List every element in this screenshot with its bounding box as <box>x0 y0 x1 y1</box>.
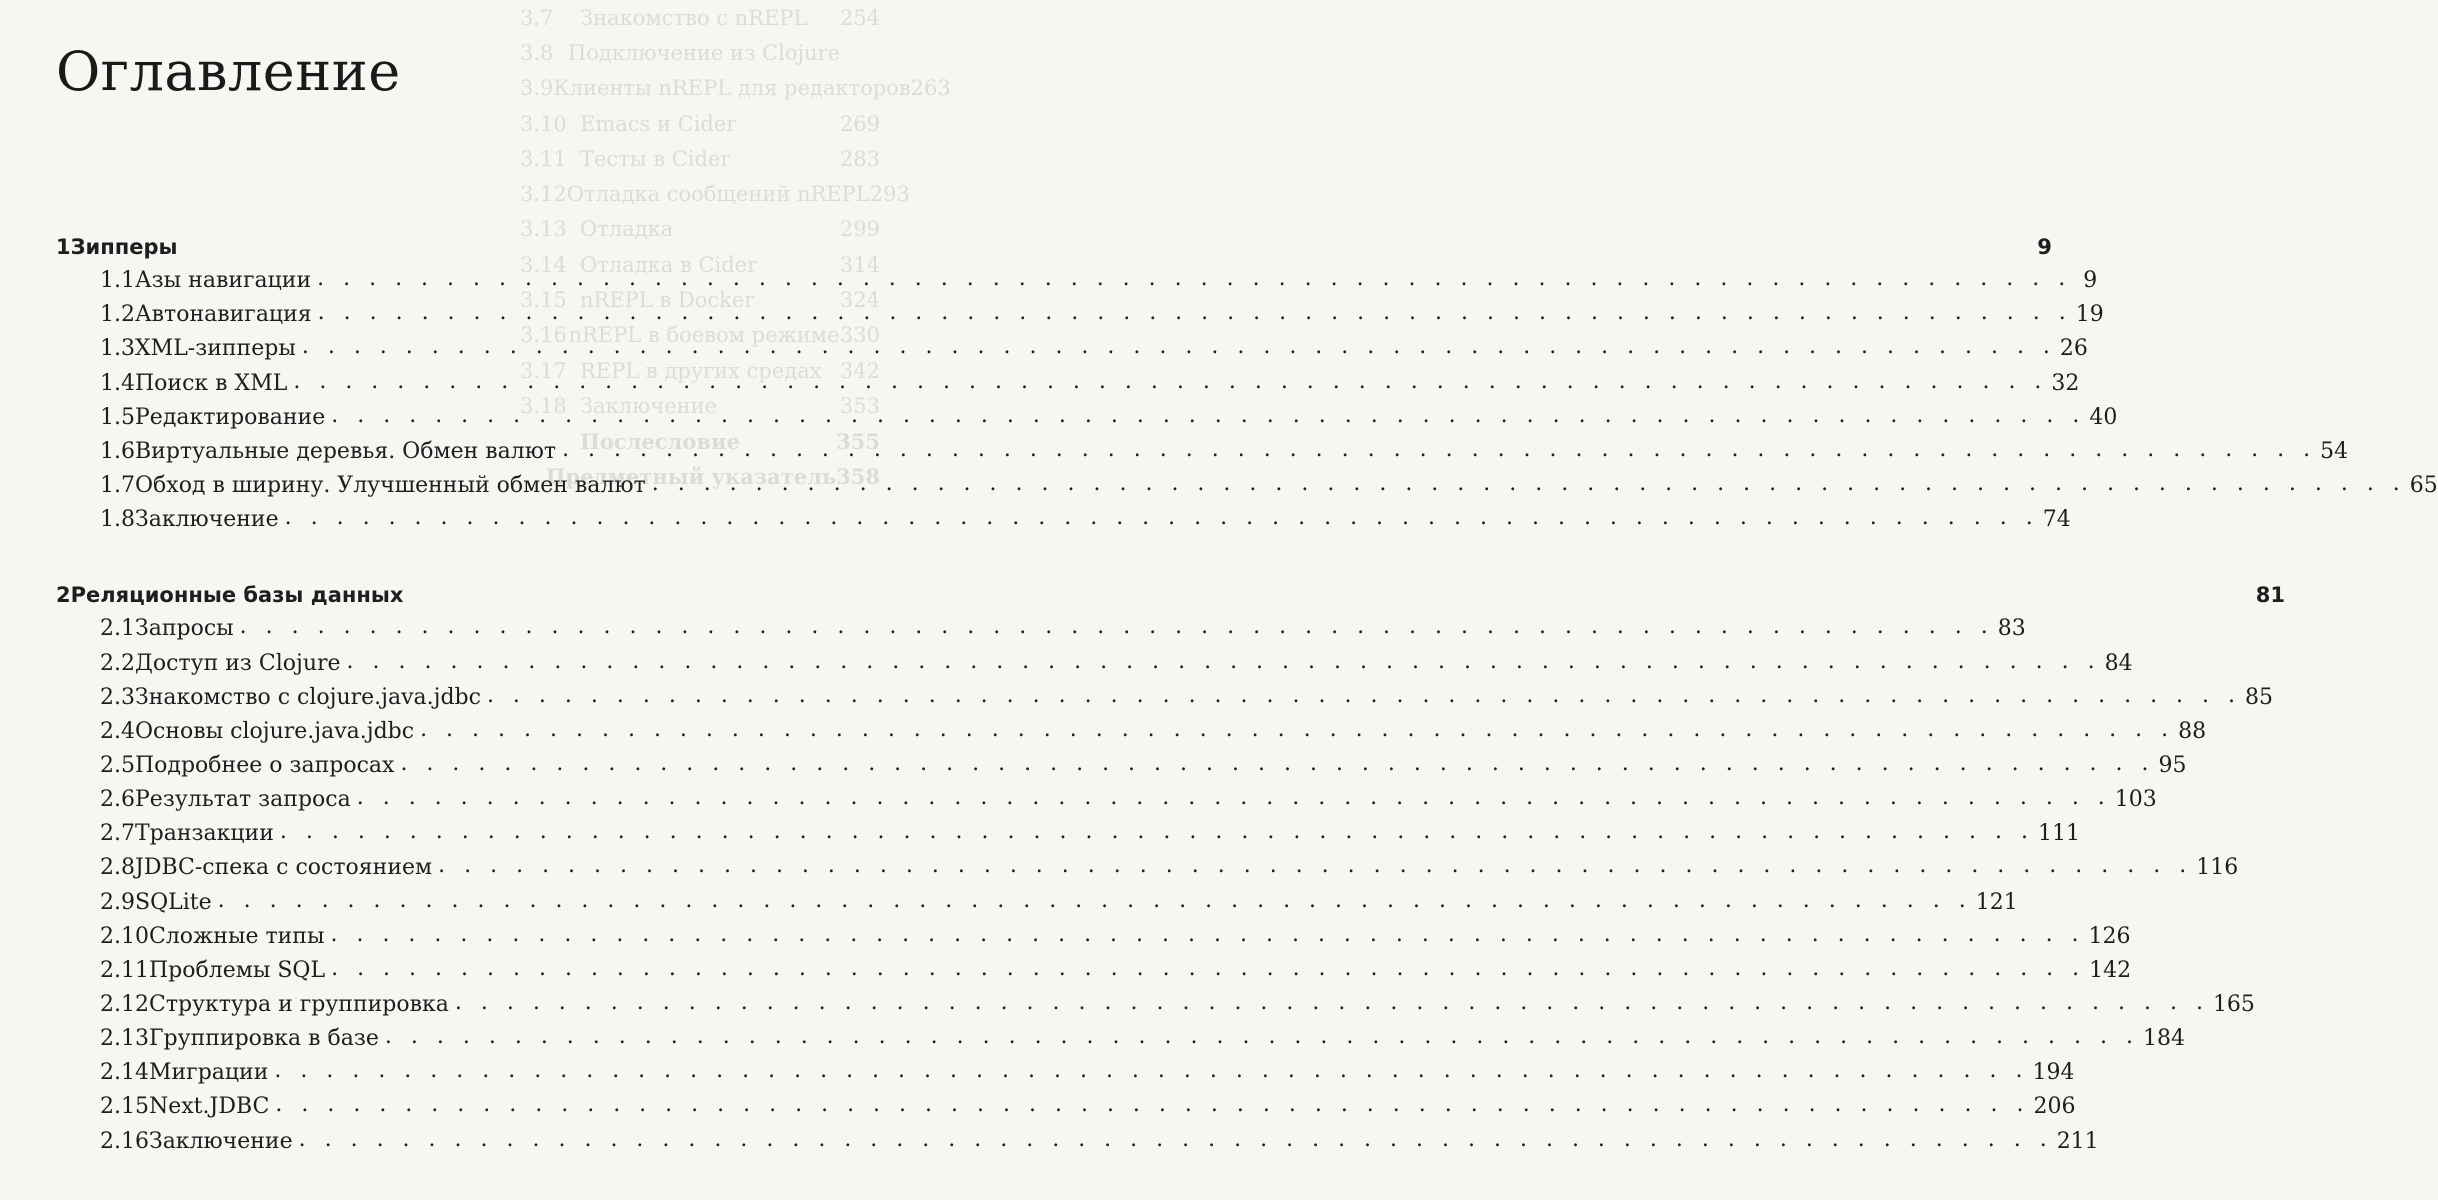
section-page-number: 88 <box>2178 718 2207 744</box>
bleed-through-number: 3.14 <box>520 252 567 277</box>
section-number: 1.8 <box>100 507 135 533</box>
bleed-through-title: Подключение из Clojure <box>567 40 841 65</box>
bleed-through-title: Emacs и Cider <box>580 111 737 136</box>
bleed-through-page: 283 <box>839 146 880 171</box>
section-title: Заключение <box>148 1128 293 1154</box>
toc-section-row[interactable] <box>56 715 2207 749</box>
section-title: Транзакции <box>135 821 274 847</box>
chapter-page-number: 9 <box>2037 235 2052 259</box>
bleed-through-title: Клиенты nREPL для редакторов <box>553 76 911 101</box>
section-page-number: 54 <box>2320 438 2349 464</box>
bleed-through-page: 324 <box>839 288 880 313</box>
leader-dots <box>652 467 2406 501</box>
bleed-through-row <box>520 141 880 176</box>
section-number: 2.6 <box>100 787 135 813</box>
section-page-number: 126 <box>2088 923 2131 949</box>
toc-section-row[interactable] <box>56 886 2018 920</box>
chapter-gap <box>56 537 868 578</box>
toc-section-row[interactable] <box>56 435 2349 469</box>
bleed-through-page: 269 <box>839 111 880 136</box>
section-page-number: 103 <box>2114 787 2157 813</box>
section-title: Группировка в базе <box>148 1026 379 1052</box>
section-title: SQLite <box>135 889 212 915</box>
leader-dots <box>274 1054 2028 1088</box>
bleed-through-title: Послесловие <box>580 428 740 454</box>
section-title: Автонавигация <box>135 302 312 328</box>
section-page-number: 211 <box>2056 1128 2099 1154</box>
toc-chapter-row[interactable] <box>56 230 2052 264</box>
section-number: 2.8 <box>100 855 135 881</box>
section-number: 1.1 <box>100 268 135 294</box>
section-page-number: 184 <box>2142 1026 2185 1052</box>
bleed-through-page: 353 <box>839 393 880 418</box>
bleed-through-number: 3.15 <box>520 288 567 313</box>
leader-dots <box>487 679 2241 713</box>
section-number: 2.4 <box>100 718 135 744</box>
toc-section-row[interactable] <box>56 469 2438 503</box>
bleed-through-number: 3.17 <box>520 358 567 383</box>
bleed-through-row <box>520 71 951 106</box>
section-page-number: 111 <box>2037 821 2080 847</box>
bleed-through-page: 299 <box>839 217 880 242</box>
section-page-number: 116 <box>2196 855 2239 881</box>
toc-section-row[interactable] <box>56 851 2239 885</box>
section-title: Редактирование <box>135 404 326 430</box>
leader-dots <box>331 399 2085 433</box>
bleed-through-row <box>520 0 880 35</box>
toc-section-row[interactable] <box>56 681 2274 715</box>
bleed-through-page: 355 <box>836 428 880 454</box>
section-number: 2.10 <box>100 923 149 949</box>
bleed-through-title: Отладка в Cider <box>580 252 758 277</box>
section-page-number: 142 <box>2089 957 2132 983</box>
section-title: Next.JDBC <box>148 1094 270 1120</box>
bleed-through-title: Тесты в Cider <box>580 146 731 171</box>
bleed-through-number: 3.10 <box>520 111 567 136</box>
leader-dots <box>420 713 2174 747</box>
bleed-through-title: nREPL в боевом режиме <box>568 323 840 348</box>
section-number: 2.13 <box>100 1026 149 1052</box>
section-page-number: 26 <box>2059 336 2088 362</box>
leader-dots <box>275 1088 2029 1122</box>
bleed-through-number: 3.16 <box>520 323 567 348</box>
leader-dots <box>240 610 1994 644</box>
section-title: Подробнее о запросах <box>135 752 395 778</box>
section-page-number: 95 <box>2158 752 2187 778</box>
leader-dots <box>331 952 2085 986</box>
chapter-number: 1 <box>56 235 71 259</box>
section-title: Основы clojure.java.jdbc <box>135 718 415 744</box>
section-page-number: 194 <box>2032 1060 2075 1086</box>
section-number: 2.14 <box>100 1060 149 1086</box>
bleed-through-page: 358 <box>836 464 880 489</box>
leader-dots <box>357 781 2111 815</box>
bleed-through-number: 3.12 <box>520 182 567 207</box>
leader-dots <box>280 815 2034 849</box>
section-number: 2.7 <box>100 821 135 847</box>
section-number: 2.1 <box>100 616 135 642</box>
section-title: Виртуальные деревья. Обмен валют <box>135 438 557 464</box>
section-title: Доступ из Clojure <box>135 650 341 676</box>
section-title: Азы навигации <box>135 268 312 294</box>
section-title: Структура и группировка <box>148 991 449 1017</box>
section-page-number: 84 <box>2104 650 2133 676</box>
toc-section-row[interactable] <box>56 954 2132 988</box>
table-of-contents <box>56 230 2438 1159</box>
section-number: 2.9 <box>100 889 135 915</box>
leader-dots <box>385 1020 2139 1054</box>
bleed-through-number: 3.8 <box>520 40 554 65</box>
section-page-number: 74 <box>2042 507 2071 533</box>
bleed-through-title: Заключение <box>580 393 718 418</box>
section-title: Поиск в XML <box>135 370 288 396</box>
bleed-through-title: REPL в других средах <box>580 358 822 383</box>
chapter-title: Реляционные базы данных <box>70 583 404 608</box>
section-number: 1.7 <box>100 472 135 498</box>
leader-dots <box>438 849 2192 883</box>
leader-dots <box>299 1123 2053 1157</box>
section-page-number: 121 <box>1975 889 2018 915</box>
chapter-title: Зипперы <box>70 235 178 259</box>
section-page-number: 65 <box>2409 472 2438 498</box>
toc-section-row[interactable] <box>56 612 2026 646</box>
bleed-through-page: 263 <box>910 76 951 101</box>
section-title: XML-зипперы <box>135 336 296 362</box>
section-title: Миграции <box>148 1060 269 1086</box>
section-title: Запросы <box>135 616 234 642</box>
bleed-through-title: Знакомство с nREPL <box>580 5 808 30</box>
section-page-number: 9 <box>2083 268 2098 294</box>
toc-section-row[interactable] <box>56 1022 2185 1056</box>
section-number: 2.3 <box>100 684 135 710</box>
toc-section-row[interactable] <box>56 817 2080 851</box>
bleed-through-row <box>520 106 880 141</box>
bleed-through-page: 330 <box>839 323 880 348</box>
leader-dots <box>293 365 2047 399</box>
toc-section-row[interactable] <box>56 1090 2076 1124</box>
bleed-through-number: 3.9 <box>520 76 554 101</box>
section-number: 1.2 <box>100 302 135 328</box>
leader-dots <box>562 433 2316 467</box>
leader-dots <box>218 884 1972 918</box>
section-page-number: 19 <box>2075 302 2104 328</box>
bleed-through-title: Предметный указатель <box>545 464 837 489</box>
section-title: Обход в ширину. Улучшенный обмен валют <box>135 472 646 498</box>
section-page-number: 85 <box>2245 684 2274 710</box>
bleed-through-number: 3.18 <box>520 393 567 418</box>
bleed-through-number: 3.11 <box>520 146 567 171</box>
bleed-through-number: 3.13 <box>520 217 567 242</box>
toc-section-row[interactable] <box>56 503 2071 537</box>
bleed-through-row <box>520 176 910 211</box>
toc-section-row[interactable] <box>56 749 2187 783</box>
toc-section-row[interactable] <box>56 783 2157 817</box>
bleed-through-row <box>520 35 880 70</box>
leader-dots <box>330 918 2084 952</box>
page-title: Оглавление <box>56 40 401 103</box>
section-page-number: 32 <box>2051 370 2080 396</box>
leader-dots <box>302 330 2056 364</box>
section-number: 2.2 <box>100 650 135 676</box>
toc-section-row[interactable] <box>56 1056 2075 1090</box>
bleed-through-page: 314 <box>839 252 880 277</box>
toc-section-row[interactable] <box>56 988 2255 1022</box>
chapter-page-number: 81 <box>2255 583 2285 608</box>
bleed-through-page: 342 <box>839 358 880 383</box>
toc-section-row[interactable] <box>56 1125 2099 1159</box>
section-number: 1.5 <box>100 404 135 430</box>
section-number: 1.3 <box>100 336 135 362</box>
section-number: 2.16 <box>100 1128 149 1154</box>
bleed-through-title: Отладка <box>580 217 674 242</box>
section-page-number: 83 <box>1997 616 2026 642</box>
toc-section-row[interactable] <box>56 920 2131 954</box>
section-number: 1.6 <box>100 438 135 464</box>
chapter-number: 2 <box>56 583 71 608</box>
section-title: Результат запроса <box>135 787 351 813</box>
section-number: 1.4 <box>100 370 135 396</box>
leader-dots <box>285 501 2039 535</box>
section-title: Сложные типы <box>148 923 325 949</box>
toc-chapter-row[interactable] <box>56 578 2285 612</box>
bleed-through-number: 3.7 <box>520 5 554 30</box>
section-number: 2.15 <box>100 1094 149 1120</box>
section-number: 2.12 <box>100 991 149 1017</box>
section-title: Заключение <box>135 507 279 533</box>
section-title: JDBC-спека с состоянием <box>135 855 433 881</box>
bleed-through-title: Отладка сообщений nREPL <box>566 182 870 207</box>
bleed-through-title: nREPL в Docker <box>580 288 755 313</box>
leader-dots <box>455 986 2209 1020</box>
section-page-number: 165 <box>2212 991 2255 1017</box>
leader-dots <box>400 747 2154 781</box>
section-title: Знакомство с clojure.java.jdbc <box>135 684 481 710</box>
bleed-through-page: 293 <box>869 182 910 207</box>
section-page-number: 40 <box>2089 404 2118 430</box>
leader-dots <box>347 645 2101 679</box>
section-title: Проблемы SQL <box>148 957 326 983</box>
leader-dots <box>317 262 2071 296</box>
section-number: 2.5 <box>100 752 135 778</box>
leader-dots <box>318 296 2072 330</box>
section-number: 2.11 <box>100 957 149 983</box>
section-page-number: 206 <box>2033 1094 2076 1120</box>
toc-section-row[interactable] <box>56 647 2133 681</box>
bleed-through-page: 254 <box>839 5 880 30</box>
